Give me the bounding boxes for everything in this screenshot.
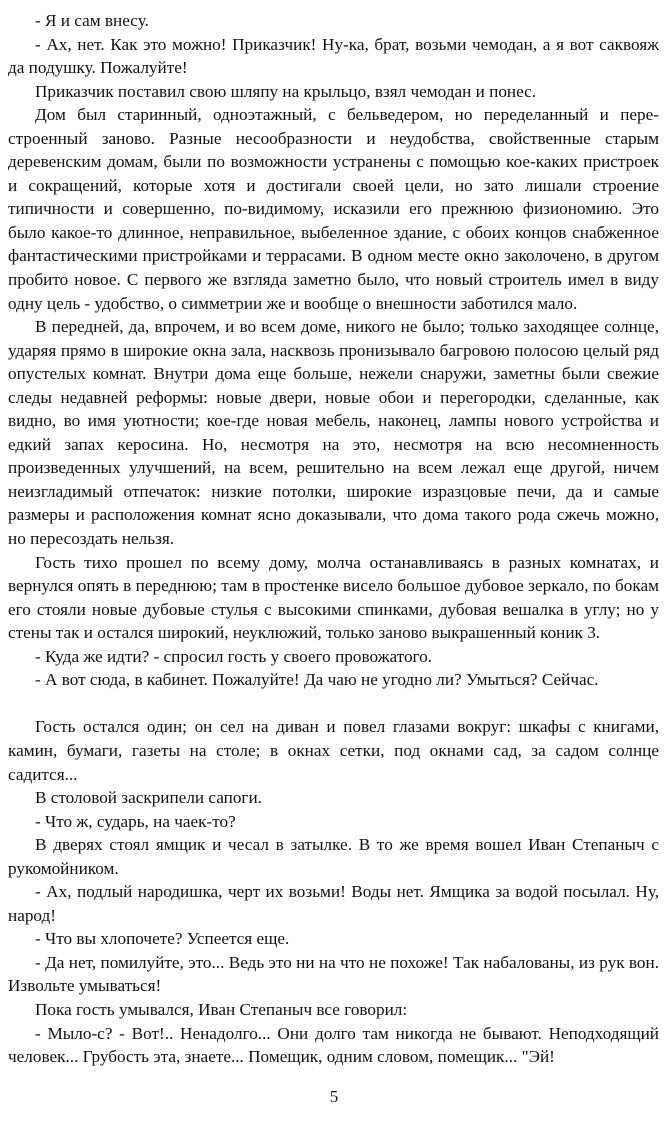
paragraph: - Что вы хлопочете? Успеется еще.	[35, 929, 290, 949]
paragraph: - Мыло-с? - Вот!.. Ненадолго... Они долго там никогда не бывают. Неподходящий человек... Грубость эта, знаете... Помещик, одним словом, помещик... "Эй!	[8, 1023, 659, 1067]
paragraph: В передней, да, впрочем, и во всем доме, никого не было; только заходящее солнце, ударяя прямо в широкие окна зала, насквозь пронизывало багровою полосою целый ряд опустелых комнат. Внутри дома еще больше, нежели снаружи, заметны были свежие следы недавней реформы: новые двери, новые обои и перегородки, сделанные, как видно, во имя уютности; кое-где новая мебель, наконец, лампы нового устройства и едкий запах керосина. Но, несмотря на это, несмотря на всю несомненность произведенных улучшений, на всем, решительно на всем лежал еще другой, ничем неизгладимый отпечаток: низкие потолки, широкие изразцовые печи, да и самые размеры и расположения комнат ясно доказывали, что дома такого рода сжечь можно, но пересоздать нельзя.	[8, 317, 659, 549]
paragraph: В дверях стоял ямщик и чесал в затылке. В то же время вошел Иван Степаныч с рукомойником.	[8, 835, 659, 878]
paragraph: - Что ж, сударь, на чаек-то?	[35, 811, 236, 831]
paragraph: - Ах, нет. Как это можно! Приказчик! Ну-ка, брат, возьми чемодан, а я вот саквояж да подушку. Пожалуйте!	[8, 34, 659, 78]
paragraph: В столовой заскрипели сапоги.	[35, 788, 262, 808]
paragraph: Дом был старинный, одноэтажный, с бельведером, но переделанный и перестроенный заново. Разные несообразности и неудобства, свойственные старым деревенским домам, были по возможности устранены с помощью кое-каких пристроек и сокращений, которые хотя и достигали своей цели, но зато лишали строение типичности и совершенно, по-видимому, исказили его прежнюю физиономию. Это было какое-то длинное, неправильное, выбеленное здание, с обоих концов снабженное фантастическими пристройками и террасами. В одном месте окно заколочено, в другом пробито новое. С первого же взгляда заметно было, что новый строитель имел в виду одну цель - удобство, о симметрии же и вообще о внешности заботился мало.	[8, 105, 659, 313]
paragraph: Приказчик поставил свою шляпу на крыльцо, взял чемодан и понес.	[35, 81, 537, 101]
paragraph: Гость остался один; он сел на диван и повел глазами вокруг: шкафы с книгами, камин, бумаги, газеты на столе; в окнах сетки, под окнами сад, за садом солнце садится...	[8, 717, 659, 784]
section-gap	[8, 692, 659, 716]
paragraph: - Я и сам внесу.	[35, 11, 149, 30]
paragraph: Пока гость умывался, Иван Степаныч все говорил:	[35, 999, 408, 1019]
page-number: 5	[329, 1087, 339, 1106]
page-text-body	[8, 9, 659, 1069]
paragraph: - А вот сюда, в кабинет. Пожалуйте! Да чаю не угодно ли? Умыться? Сейчас.	[35, 670, 599, 690]
paragraph: - Ах, подлый народишка, черт их возьми! Воды нет. Ямщика за водой посылал. Ну, народ!	[8, 882, 659, 925]
paragraph: - Куда же идти? - спросил гость у своего провожатого.	[35, 646, 433, 666]
paragraph: Гость тихо прошел по всему дому, молча останавливаясь в разных комнатах, и вернулся опять в переднюю; там в простенке висело большое дубовое зеркало, по бокам его стояли новые дубовые стулья с высокими спинками, дубовая вешалка в углу; но у стены так и остался широкий, неуклюжий, только заново выкрашенный коник 3.	[8, 552, 659, 643]
paragraph: - Да нет, помилуйте, это... Ведь это ни на что не похоже! Так набалованы, из рук вон. Извольте умываться!	[8, 952, 659, 996]
